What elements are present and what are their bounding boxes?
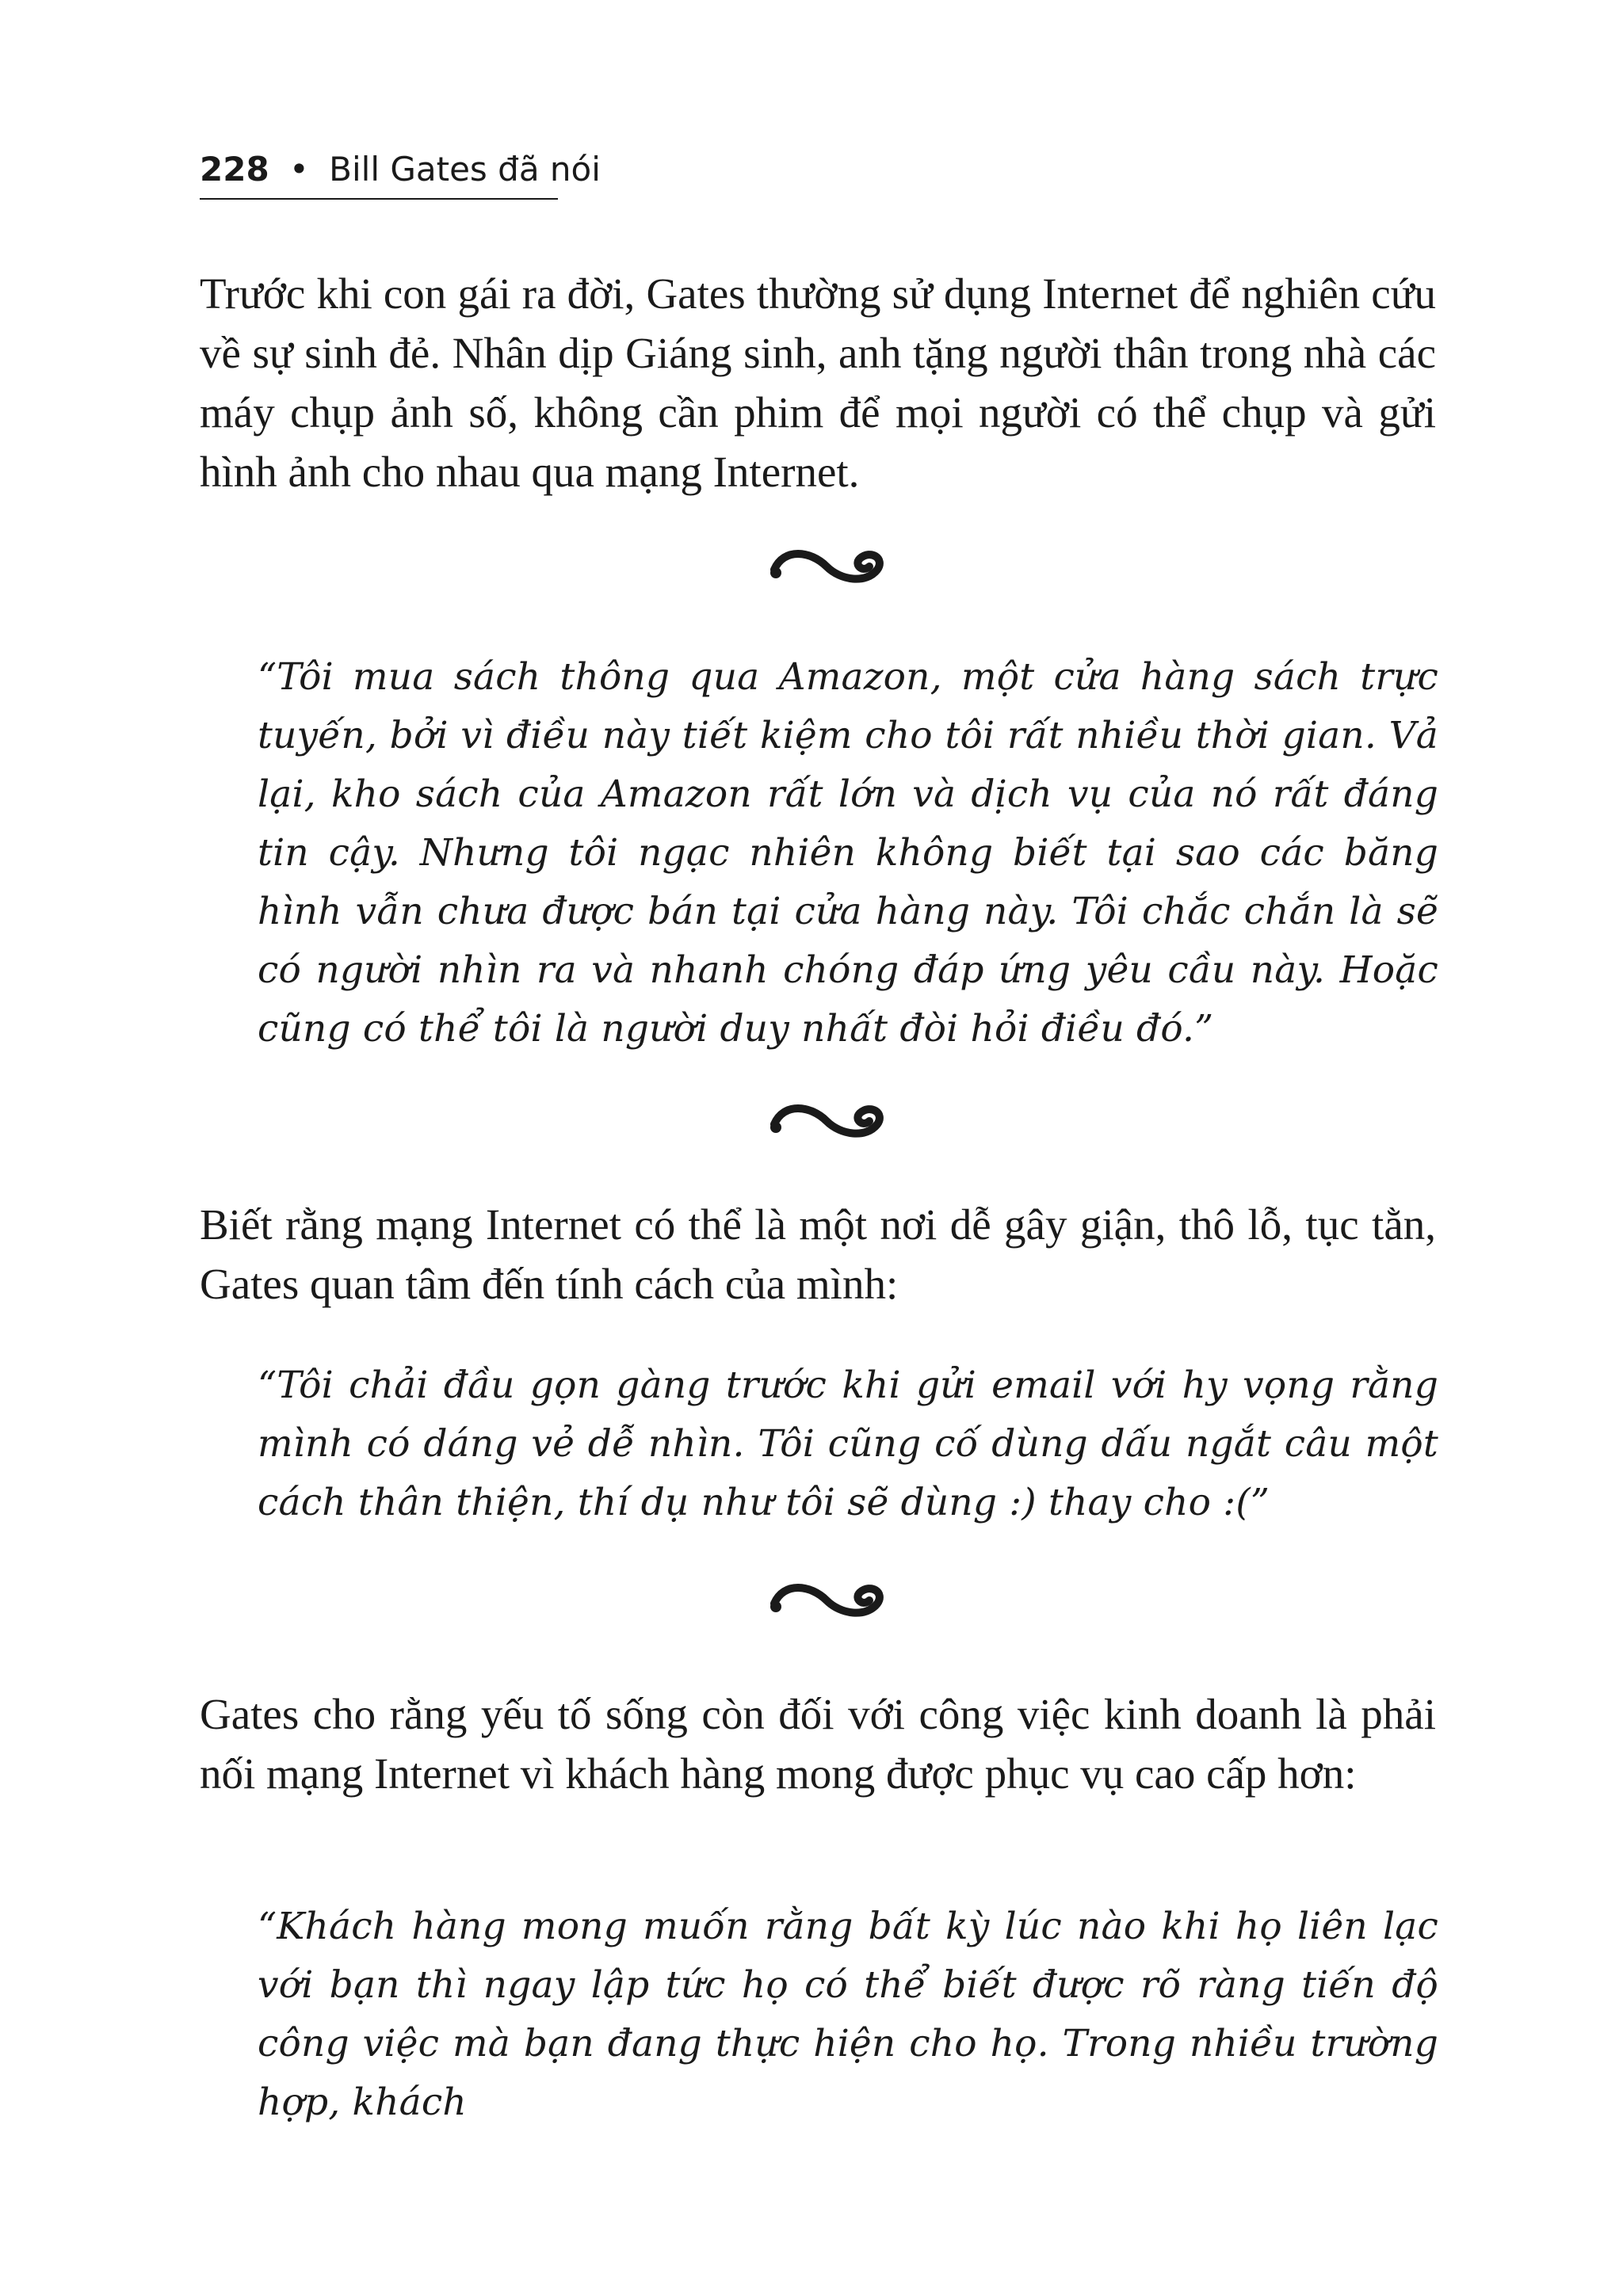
swash-ornament-icon — [765, 543, 892, 590]
body-paragraph: Gates cho rằng yếu tố sống còn đối với công việc kinh doanh là phải nối mạng Internet vì khách hàng mong được phục vụ cao cấp hơn: — [200, 1690, 1436, 1798]
quotation: “Khách hàng mong muốn rằng bất kỳ lúc nào khi họ liên lạc với bạn thì ngay lập tức họ có thể biết được rõ ràng tiến độ công việc mà bạn đang thực hiện cho họ. Trong nhiều trường hợp, khách — [258, 1905, 1438, 2124]
swash-ornament-icon — [765, 1577, 892, 1624]
running-header — [200, 147, 601, 192]
header-bullet: • — [289, 150, 309, 189]
body-paragraph: Biết rằng mạng Internet có thể là một nơi dễ gây giận, thô lỗ, tục tằn, Gates quan tâm đến tính cách của mình: — [200, 1200, 1436, 1308]
quotation: “Tôi chải đầu gọn gàng trước khi gửi email với hy vọng rằng mình có dáng vẻ dễ nhìn. Tôi cũng cố dùng dấu ngắt câu một cách thân thiện, thí dụ như tôi sẽ dùng :) thay cho :(” — [258, 1363, 1438, 1524]
quotation: “Tôi mua sách thông qua Amazon, một cửa hàng sách trực tuyến, bởi vì điều này tiết kiệm cho tôi rất nhiều thời gian. Vả lại, kho sách của Amazon rất lớn và dịch vụ của nó rất đáng tin cậy. Nhưng tôi ngạc nhiên không biết tại sao các băng hình vẫn chưa được bán tại cửa hàng này. Tôi chắc chắn là sẽ có người nhìn ra và nhanh chóng đáp ứng yêu cầu này. Hoặc cũng có thể tôi là người duy nhất đòi hỏi điều đó.” — [258, 655, 1438, 1051]
body-paragraph: Trước khi con gái ra đời, Gates thường sử dụng Internet để nghiên cứu về sự sinh đẻ. Nhân dịp Giáng sinh, anh tặng người thân trong nhà các máy chụp ảnh số, không cần phim để mọi người có thể chụp và gửi hình ảnh cho nhau qua mạng Internet. — [200, 269, 1436, 496]
book-title: Bill Gates đã nói — [329, 150, 601, 189]
page-number: 228 — [200, 150, 269, 189]
header-rule — [200, 198, 558, 200]
swash-ornament-icon — [765, 1097, 892, 1145]
